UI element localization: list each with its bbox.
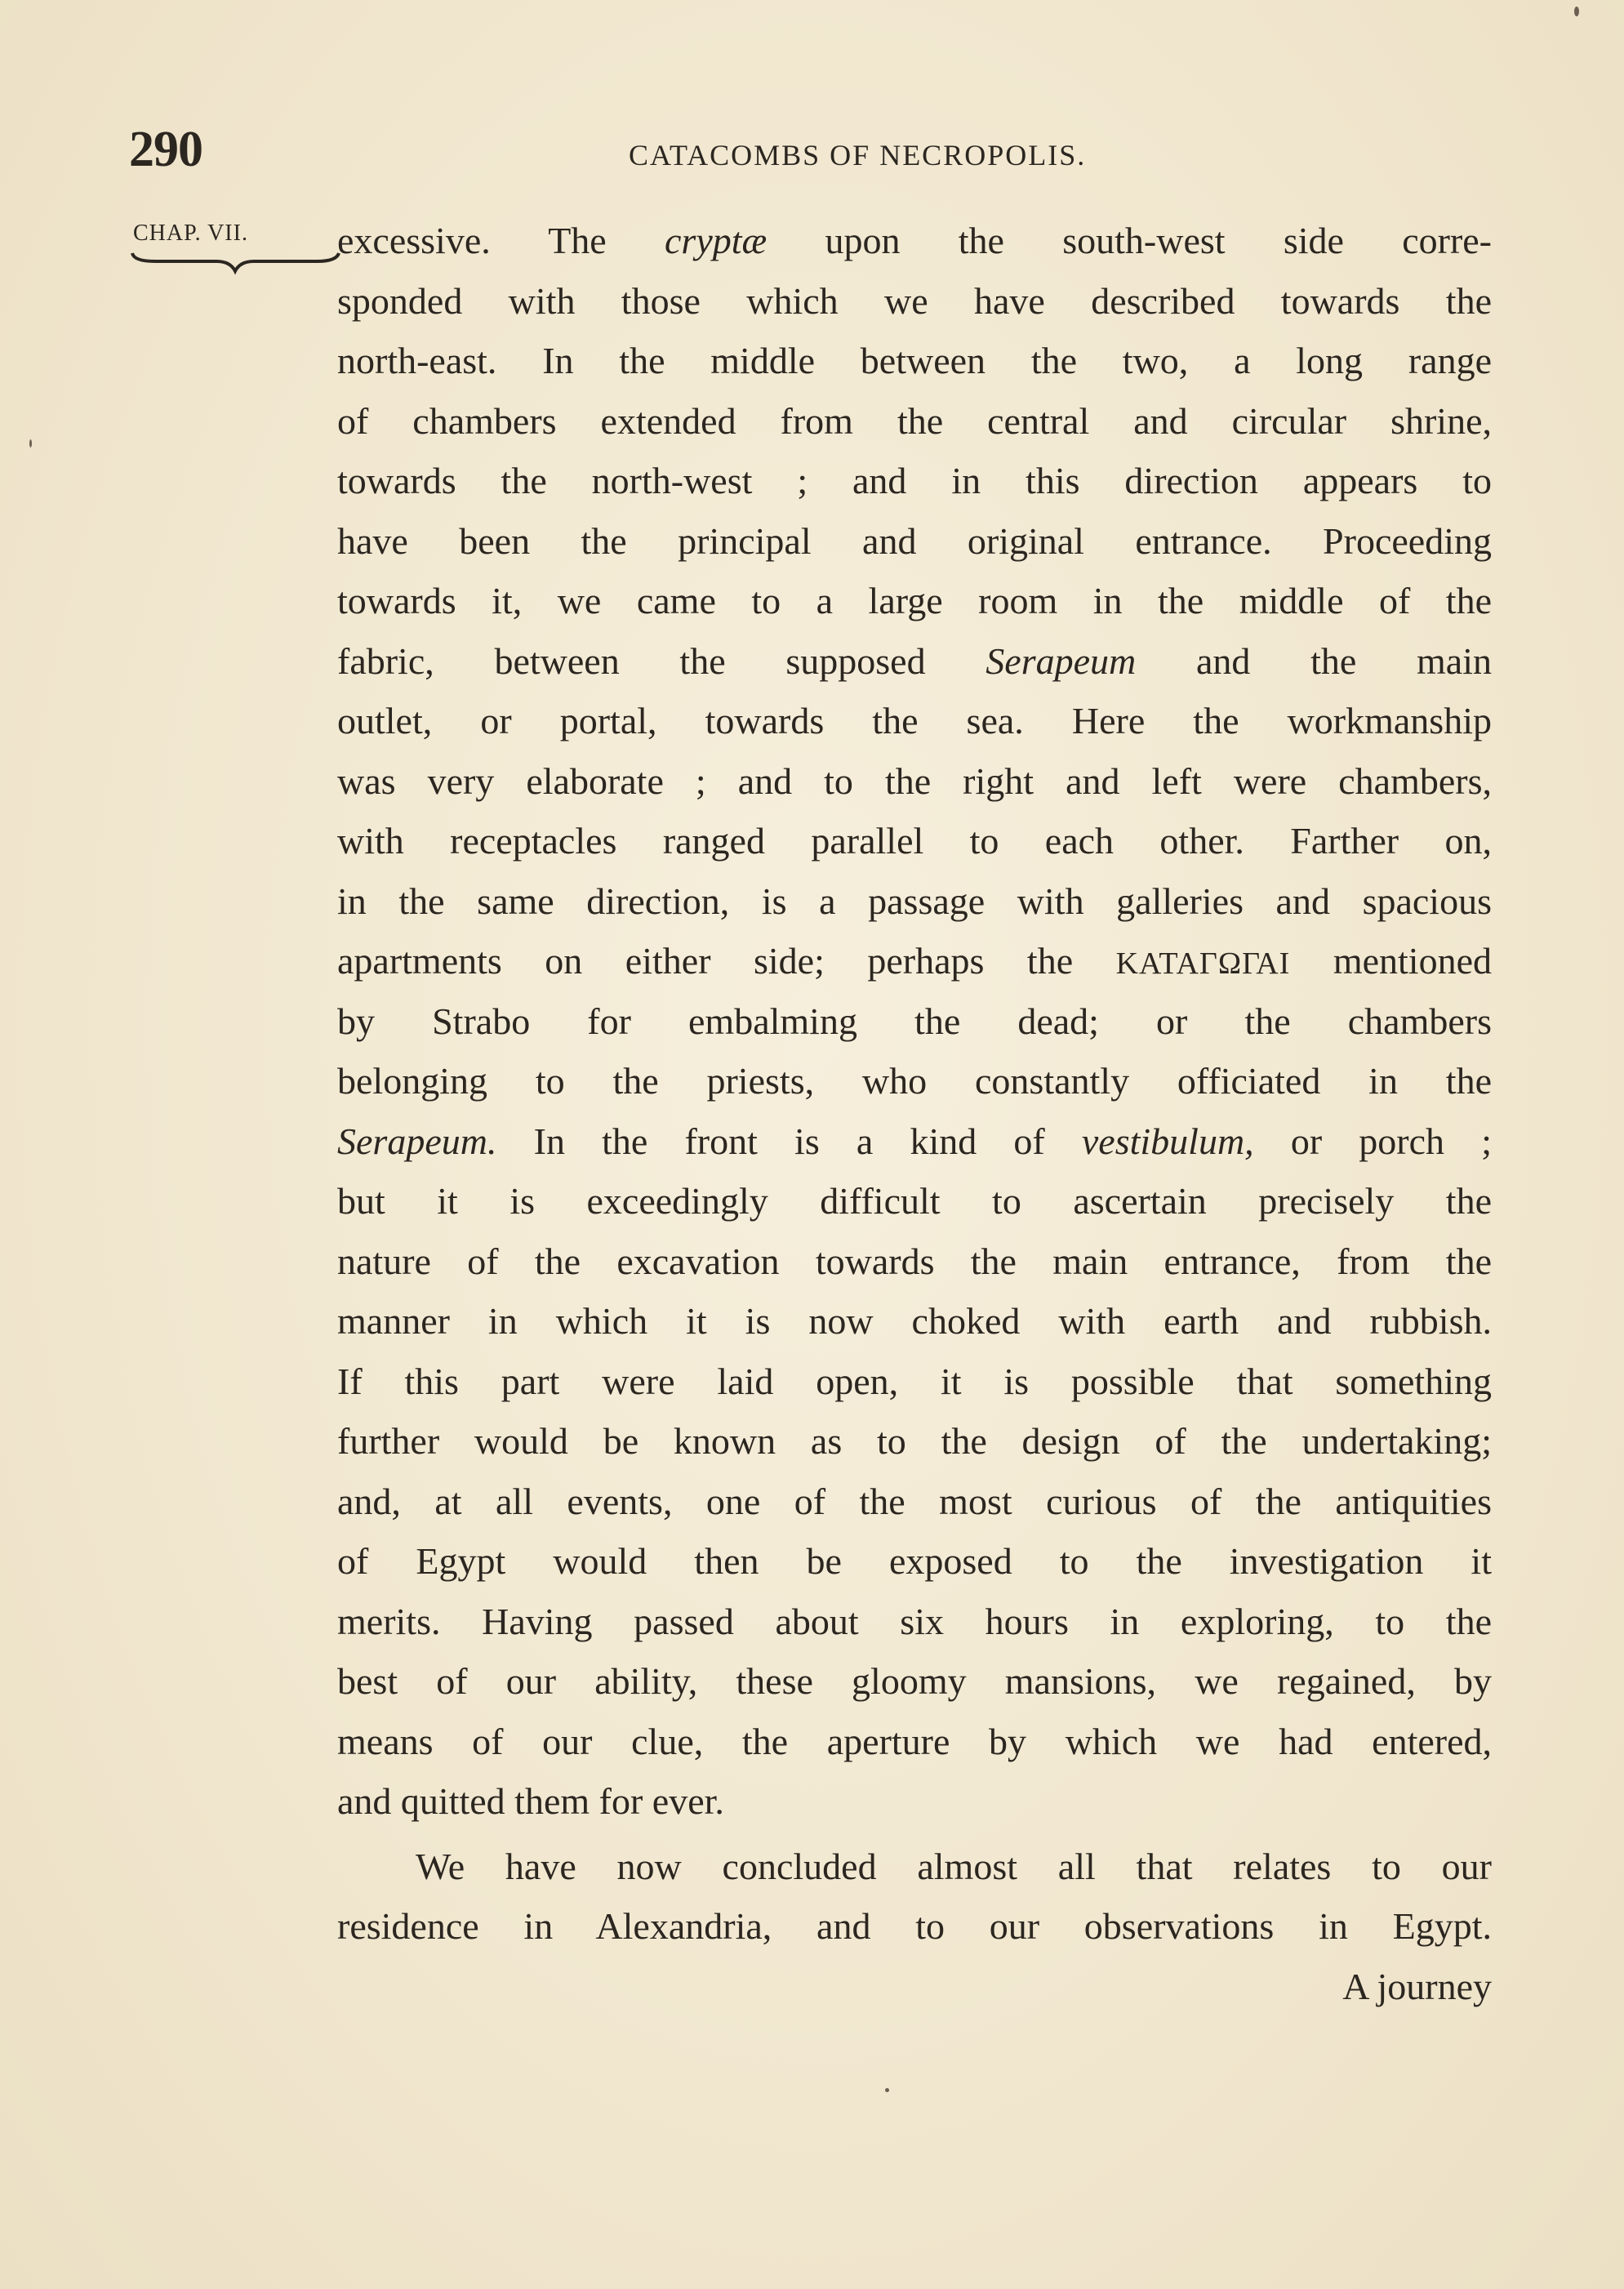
text-line: of chambers extended from the central and circular shrine, xyxy=(337,399,1492,442)
text-line: and quitted them for ever. xyxy=(337,1780,724,1822)
body-text xyxy=(337,211,1492,2016)
text-line: outlet, or portal, towards the sea. Here the workmanship xyxy=(337,700,1492,741)
paper-speck xyxy=(885,2088,889,2092)
text-line: of Egypt would then be exposed to the investigation it xyxy=(337,1540,1492,1582)
text-line: We have now concluded almost all that relates to our xyxy=(416,1845,1492,1887)
running-head: CATACOMBS OF NECROPOLIS. xyxy=(629,139,1087,171)
page-number: 290 xyxy=(129,122,202,177)
text-line: merits. Having passed about six hours in exploring, to the xyxy=(337,1600,1492,1642)
text-line: towards the north-west ; and in this direction appears to xyxy=(337,460,1492,501)
catchword: A journey xyxy=(1342,1965,1492,2007)
greek-word: ΚΑΤΑΓΩΓΑΙ xyxy=(1115,946,1291,981)
text-line: Serapeum. In the front is a kind of vestibulum, or porch ; xyxy=(337,1120,1492,1162)
text-line: have been the principal and original entrance. Proceeding xyxy=(337,519,1492,562)
text-line: but it is exceedingly difficult to ascertain precisely the xyxy=(337,1180,1492,1222)
margin-brace-ornament xyxy=(131,250,343,283)
text-line: with receptacles ranged parallel to each other. Farther on, xyxy=(337,820,1492,862)
text-line: best of our ability, these gloomy mansions, we regained, by xyxy=(337,1660,1492,1702)
text-line: sponded with those which we have described towards the xyxy=(337,279,1492,322)
text-line: excessive. The cryptæ upon the south-west side corre- xyxy=(337,220,1493,261)
text-line: apartments on either side; perhaps the ΚΑΤΑΓΩΓΑΙ mentioned xyxy=(337,940,1492,982)
text-line: north-east. In the middle between the two, a long range xyxy=(337,340,1492,381)
text-line: further would be known as to the design of the undertaking; xyxy=(337,1420,1492,1462)
text-line: If this part were laid open, it is possible that something xyxy=(337,1360,1492,1402)
text-line: residence in Alexandria, and to our observations in Egypt. xyxy=(337,1905,1492,1947)
text-line: fabric, between the supposed Serapeum and the main xyxy=(337,639,1493,682)
text-line: nature of the excavation towards the main entrance, from the xyxy=(337,1240,1492,1282)
text-line: was very elaborate ; and to the right and left were chambers, xyxy=(337,759,1492,802)
paper-speck xyxy=(29,439,32,448)
chapter-margin-note: CHAP. VII. xyxy=(133,220,248,246)
text-line: in the same direction, is a passage with galleries and spacious xyxy=(337,880,1492,922)
paper-speck xyxy=(1574,7,1579,16)
text-line: towards it, we came to a large room in the middle of the xyxy=(337,580,1492,621)
text-line: belonging to the priests, who constantly officiated in the xyxy=(337,1060,1492,1102)
text-line: manner in which it is now choked with earth and rubbish. xyxy=(337,1300,1492,1342)
text-line: and, at all events, one of the most curious of the antiquities xyxy=(337,1480,1492,1522)
text-line: by Strabo for embalming the dead; or the chambers xyxy=(337,1000,1492,1042)
text-line: means of our clue, the aperture by which we had entered, xyxy=(337,1720,1492,1762)
